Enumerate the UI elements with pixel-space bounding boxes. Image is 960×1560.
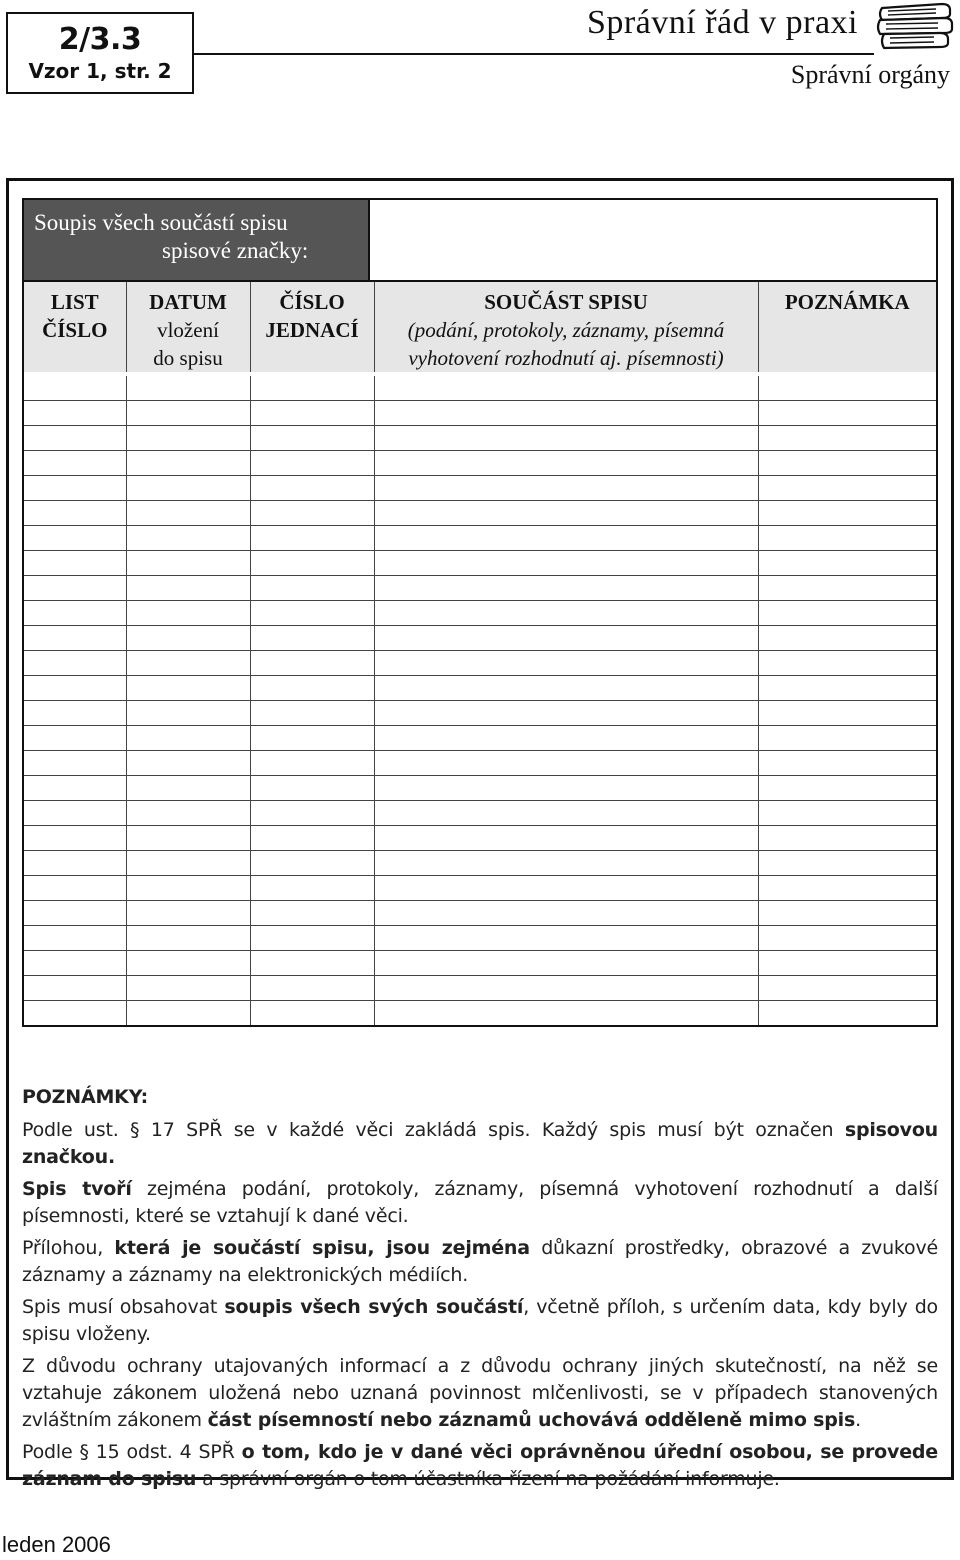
table-cell[interactable] xyxy=(24,926,126,951)
table-cell[interactable] xyxy=(374,776,758,801)
table-row xyxy=(24,751,936,776)
table-row xyxy=(24,926,936,951)
table-cell[interactable] xyxy=(126,976,250,1001)
table-cell[interactable] xyxy=(24,951,126,976)
table-row xyxy=(24,726,936,751)
table-cell[interactable] xyxy=(374,526,758,551)
table-cell[interactable] xyxy=(126,501,250,526)
table-cell[interactable] xyxy=(126,601,250,626)
table-cell[interactable] xyxy=(758,374,936,401)
table-cell[interactable] xyxy=(126,1001,250,1026)
table-cell[interactable] xyxy=(374,901,758,926)
table-cell[interactable] xyxy=(374,951,758,976)
table-cell[interactable] xyxy=(758,476,936,501)
table-cell[interactable] xyxy=(374,851,758,876)
note-paragraph: Podle ust. § 17 SPŘ se v každé věci zakládá spis. Každý spis musí být označen spisovou značkou. xyxy=(22,1119,938,1168)
table-cell[interactable] xyxy=(374,801,758,826)
table-cell[interactable] xyxy=(374,826,758,851)
table-cell[interactable] xyxy=(126,701,250,726)
table-cell[interactable] xyxy=(126,526,250,551)
table-row xyxy=(24,676,936,701)
table-cell[interactable] xyxy=(758,576,936,601)
table-cell[interactable] xyxy=(24,751,126,776)
book-title: Správní řád v praxi xyxy=(586,4,858,41)
table-cell[interactable] xyxy=(250,751,374,776)
table-cell[interactable] xyxy=(250,426,374,451)
table-cell[interactable] xyxy=(24,976,126,1001)
table-cell[interactable] xyxy=(24,826,126,851)
table-cell[interactable] xyxy=(24,551,126,576)
table-cell[interactable] xyxy=(250,476,374,501)
column-header-list-number: LIST ČÍSLO xyxy=(24,282,126,374)
contents-table-body xyxy=(24,374,936,1025)
notes-section xyxy=(22,1084,938,1498)
table-cell[interactable] xyxy=(250,926,374,951)
table-cell[interactable] xyxy=(126,451,250,476)
table-cell[interactable] xyxy=(24,801,126,826)
table-cell[interactable] xyxy=(250,851,374,876)
column-header-date: DATUM vložení do spisu xyxy=(126,282,250,374)
table-row xyxy=(24,876,936,901)
table-cell[interactable] xyxy=(24,576,126,601)
table-row xyxy=(24,476,936,501)
form-title xyxy=(24,200,370,280)
table-cell[interactable] xyxy=(758,651,936,676)
note-paragraph: Spis tvoří zejména podání, protokoly, záznamy, písemná vyhotovení rozhodnutí a další písemnosti, které se vztahují k dané věci. xyxy=(22,1178,938,1227)
table-cell[interactable] xyxy=(758,826,936,851)
table-cell[interactable] xyxy=(758,951,936,976)
table-cell[interactable] xyxy=(126,551,250,576)
table-cell[interactable] xyxy=(250,601,374,626)
table-row xyxy=(24,426,936,451)
table-cell[interactable] xyxy=(374,576,758,601)
table-cell[interactable] xyxy=(250,501,374,526)
table-cell[interactable] xyxy=(24,476,126,501)
table-cell[interactable] xyxy=(374,476,758,501)
table-cell[interactable] xyxy=(24,901,126,926)
table-cell[interactable] xyxy=(24,501,126,526)
note-paragraph: Spis musí obsahovat soupis všech svých součástí, včetně příloh, s určením data, kdy byly do spisu vloženy. xyxy=(22,1296,938,1345)
table-cell[interactable] xyxy=(126,476,250,501)
table-row xyxy=(24,601,936,626)
table-cell[interactable] xyxy=(758,601,936,626)
table-cell[interactable] xyxy=(374,551,758,576)
table-cell[interactable] xyxy=(24,626,126,651)
table-row xyxy=(24,776,936,801)
table-cell[interactable] xyxy=(126,826,250,851)
reference-box xyxy=(6,12,194,94)
file-contents-form xyxy=(22,198,938,1027)
form-title-line2: spisové značky: xyxy=(162,238,309,263)
table-cell[interactable] xyxy=(24,401,126,426)
table-row xyxy=(24,801,936,826)
table-row xyxy=(24,576,936,601)
table-cell[interactable] xyxy=(758,976,936,1001)
table-cell[interactable] xyxy=(374,651,758,676)
note-paragraph: Přílohou, která je součástí spisu, jsou zejména důkazní prostředky, obrazové a zvukové záznamy a záznamy na elektronických médiích. xyxy=(22,1237,938,1286)
table-cell[interactable] xyxy=(374,926,758,951)
table-row xyxy=(24,551,936,576)
table-cell[interactable] xyxy=(126,876,250,901)
table-cell[interactable] xyxy=(126,776,250,801)
table-cell[interactable] xyxy=(250,726,374,751)
table-cell[interactable] xyxy=(250,676,374,701)
table-row xyxy=(24,626,936,651)
table-cell[interactable] xyxy=(758,901,936,926)
table-row xyxy=(24,374,936,401)
table-cell[interactable] xyxy=(24,726,126,751)
table-cell[interactable] xyxy=(126,801,250,826)
table-cell[interactable] xyxy=(374,626,758,651)
table-cell[interactable] xyxy=(758,876,936,901)
table-cell[interactable] xyxy=(24,776,126,801)
table-row xyxy=(24,1001,936,1026)
form-title-line1: Soupis všech součástí spisu xyxy=(34,210,288,235)
table-cell[interactable] xyxy=(24,1001,126,1026)
table-cell[interactable] xyxy=(758,776,936,801)
header-rule xyxy=(194,53,874,55)
table-cell[interactable] xyxy=(758,1001,936,1026)
table-row xyxy=(24,951,936,976)
table-cell[interactable] xyxy=(374,976,758,1001)
table-cell[interactable] xyxy=(250,901,374,926)
note-paragraph: Podle § 15 odst. 4 SPŘ o tom, kdo je v dané věci oprávněnou úřední osobou, se provede záznam do spisu a správní orgán o tom účastníka řízení na požádání informuje. xyxy=(22,1441,938,1490)
table-cell[interactable] xyxy=(24,526,126,551)
table-cell[interactable] xyxy=(374,451,758,476)
table-cell[interactable] xyxy=(758,801,936,826)
table-cell[interactable] xyxy=(24,851,126,876)
table-cell[interactable] xyxy=(250,701,374,726)
table-cell[interactable] xyxy=(126,851,250,876)
table-row xyxy=(24,851,936,876)
table-row xyxy=(24,526,936,551)
table-cell[interactable] xyxy=(374,676,758,701)
table-cell[interactable] xyxy=(374,401,758,426)
table-cell[interactable] xyxy=(374,601,758,626)
table-cell[interactable] xyxy=(126,374,250,401)
table-cell[interactable] xyxy=(250,526,374,551)
reference-subtitle: Vzor 1, str. 2 xyxy=(28,59,172,83)
footer-date: leden 2006 xyxy=(2,1532,111,1557)
table-cell[interactable] xyxy=(758,426,936,451)
table-cell[interactable] xyxy=(758,401,936,426)
table-cell[interactable] xyxy=(24,676,126,701)
table-row xyxy=(24,651,936,676)
table-row xyxy=(24,401,936,426)
table-cell[interactable] xyxy=(758,701,936,726)
table-cell[interactable] xyxy=(24,374,126,401)
table-cell[interactable] xyxy=(250,451,374,476)
table-cell[interactable] xyxy=(24,651,126,676)
table-cell[interactable] xyxy=(250,951,374,976)
table-row xyxy=(24,901,936,926)
table-cell[interactable] xyxy=(250,876,374,901)
table-row xyxy=(24,826,936,851)
table-cell[interactable] xyxy=(374,1001,758,1026)
table-cell[interactable] xyxy=(250,626,374,651)
table-row xyxy=(24,451,936,476)
reference-number: 2/3.3 xyxy=(58,22,142,57)
table-cell[interactable] xyxy=(250,1001,374,1026)
table-cell[interactable] xyxy=(126,426,250,451)
table-cell[interactable] xyxy=(250,374,374,401)
table-cell[interactable] xyxy=(126,901,250,926)
books-icon xyxy=(874,2,954,50)
table-cell[interactable] xyxy=(250,801,374,826)
table-cell[interactable] xyxy=(126,726,250,751)
table-cell[interactable] xyxy=(250,576,374,601)
table-cell[interactable] xyxy=(758,626,936,651)
table-cell[interactable] xyxy=(758,526,936,551)
table-row xyxy=(24,501,936,526)
table-cell[interactable] xyxy=(250,826,374,851)
notes-heading: POZNÁMKY: xyxy=(22,1086,148,1108)
table-cell[interactable] xyxy=(758,751,936,776)
table-cell[interactable] xyxy=(758,676,936,701)
form-header xyxy=(24,200,936,282)
table-cell[interactable] xyxy=(126,576,250,601)
column-header-file-part: SOUČÁST SPISU (podání, protokoly, záznamy, písemná vyhotovení rozhodnutí aj. písemnosti) xyxy=(374,282,758,374)
table-cell[interactable] xyxy=(24,601,126,626)
table-cell[interactable] xyxy=(250,776,374,801)
table-row xyxy=(24,976,936,1001)
table-cell[interactable] xyxy=(126,926,250,951)
table-cell[interactable] xyxy=(126,676,250,701)
table-cell[interactable] xyxy=(374,501,758,526)
table-cell[interactable] xyxy=(374,374,758,401)
table-cell[interactable] xyxy=(758,726,936,751)
table-cell[interactable] xyxy=(126,951,250,976)
table-cell[interactable] xyxy=(126,626,250,651)
table-cell[interactable] xyxy=(374,426,758,451)
table-cell[interactable] xyxy=(126,651,250,676)
table-cell[interactable] xyxy=(24,876,126,901)
table-cell[interactable] xyxy=(24,701,126,726)
column-header-note: POZNÁMKA xyxy=(758,282,936,374)
table-cell[interactable] xyxy=(374,751,758,776)
table-cell[interactable] xyxy=(126,401,250,426)
column-header-reference-number: ČÍSLO JEDNACÍ xyxy=(250,282,374,374)
table-cell[interactable] xyxy=(24,426,126,451)
section-title: Správní orgány xyxy=(790,60,950,89)
table-cell[interactable] xyxy=(758,926,936,951)
table-cell[interactable] xyxy=(250,551,374,576)
table-cell[interactable] xyxy=(374,701,758,726)
table-cell[interactable] xyxy=(250,401,374,426)
table-row xyxy=(24,701,936,726)
note-paragraph: Z důvodu ochrany utajovaných informací a z důvodu ochrany jiných skutečností, na něž se vztahuje zákonem uložená nebo uznaná povinnost mlčenlivosti, se v případech stanovených zvláštním zákonem část písemností nebo záznamů uchovává odděleně mimo spis. xyxy=(22,1355,938,1431)
table-cell[interactable] xyxy=(758,851,936,876)
table-cell[interactable] xyxy=(374,876,758,901)
table-cell[interactable] xyxy=(758,551,936,576)
table-cell[interactable] xyxy=(758,451,936,476)
contents-table xyxy=(24,282,936,1025)
table-cell[interactable] xyxy=(250,976,374,1001)
table-cell[interactable] xyxy=(374,726,758,751)
table-cell[interactable] xyxy=(24,451,126,476)
table-cell[interactable] xyxy=(126,751,250,776)
table-cell[interactable] xyxy=(758,501,936,526)
table-cell[interactable] xyxy=(250,651,374,676)
